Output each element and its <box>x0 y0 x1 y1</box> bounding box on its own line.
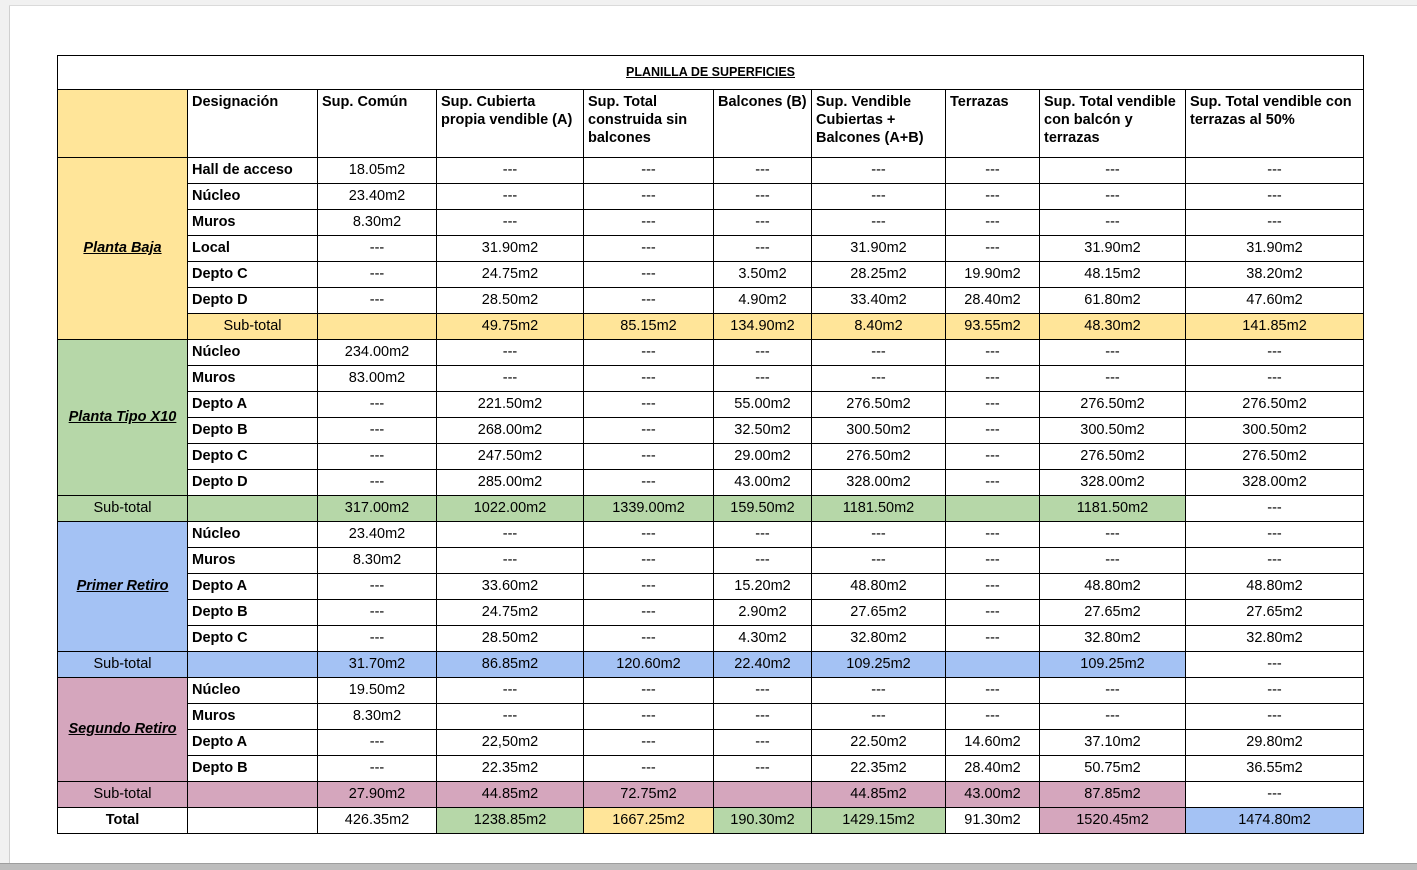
cell-value: 300.50m2 <box>812 418 946 444</box>
cell-value: --- <box>714 236 812 262</box>
cell-value: --- <box>584 236 714 262</box>
cell-value: --- <box>714 730 812 756</box>
cell-value: --- <box>437 548 584 574</box>
row-designation: Núcleo <box>188 678 318 704</box>
cell-value: 28.40m2 <box>946 288 1040 314</box>
cell-value: --- <box>584 574 714 600</box>
cell-value: --- <box>584 262 714 288</box>
cell-value: 47.60m2 <box>1186 288 1364 314</box>
subtotal-value: 93.55m2 <box>946 314 1040 340</box>
cell-value: 4.30m2 <box>714 626 812 652</box>
row-designation: Depto C <box>188 626 318 652</box>
cell-value: 23.40m2 <box>318 522 437 548</box>
cell-value: --- <box>318 236 437 262</box>
subtotal-value: 8.40m2 <box>812 314 946 340</box>
subtotal-label: Sub-total <box>58 652 188 678</box>
row-designation: Muros <box>188 366 318 392</box>
total-value: 190.30m2 <box>714 808 812 834</box>
subtotal-value: 43.00m2 <box>946 782 1040 808</box>
column-header: Sup. Total vendible con terrazas al 50% <box>1186 90 1364 158</box>
table-row <box>58 444 1364 470</box>
cell-value: --- <box>946 522 1040 548</box>
cell-value: 19.90m2 <box>946 262 1040 288</box>
table-row <box>58 392 1364 418</box>
row-designation: Depto A <box>188 392 318 418</box>
cell-value: --- <box>812 366 946 392</box>
cell-value: 31.90m2 <box>437 236 584 262</box>
cell-value: --- <box>946 210 1040 236</box>
cell-value: --- <box>714 210 812 236</box>
subtotal-row <box>58 782 1364 808</box>
cell-value: --- <box>1040 522 1186 548</box>
subtotal-value: --- <box>1186 496 1364 522</box>
cell-value: --- <box>1186 366 1364 392</box>
row-designation: Hall de acceso <box>188 158 318 184</box>
cell-value: --- <box>946 548 1040 574</box>
subtotal-value: 120.60m2 <box>584 652 714 678</box>
cell-value: --- <box>584 678 714 704</box>
table-row <box>58 756 1364 782</box>
total-label: Total <box>58 808 188 834</box>
row-designation: Muros <box>188 548 318 574</box>
cell-value: --- <box>812 210 946 236</box>
cell-value: --- <box>714 756 812 782</box>
cell-value: 61.80m2 <box>1040 288 1186 314</box>
cell-value: 22.35m2 <box>437 756 584 782</box>
subtotal-value: 87.85m2 <box>1040 782 1186 808</box>
cell-value: --- <box>714 366 812 392</box>
cell-value: --- <box>584 756 714 782</box>
column-header: Sup. Total vendible con balcón y terrazas <box>1040 90 1186 158</box>
column-header: Designación <box>188 90 318 158</box>
section-label: Planta Baja <box>58 158 188 340</box>
cell-value: --- <box>1186 340 1364 366</box>
cell-value: --- <box>1186 210 1364 236</box>
cell-value: 48.80m2 <box>1186 574 1364 600</box>
cell-value: --- <box>1040 704 1186 730</box>
total-value: 1238.85m2 <box>437 808 584 834</box>
cell-value: --- <box>812 548 946 574</box>
window-bottom-scrollbar[interactable] <box>0 863 1417 870</box>
cell-value: 31.90m2 <box>812 236 946 262</box>
cell-value: --- <box>946 158 1040 184</box>
subtotal-value: 86.85m2 <box>437 652 584 678</box>
row-designation: Muros <box>188 704 318 730</box>
cell-value: 48.80m2 <box>1040 574 1186 600</box>
planta-header-blank <box>58 90 188 158</box>
cell-value: --- <box>584 626 714 652</box>
row-designation: Depto C <box>188 262 318 288</box>
cell-value: 29.80m2 <box>1186 730 1364 756</box>
cell-value: 32.80m2 <box>1040 626 1186 652</box>
subtotal-value: 1181.50m2 <box>1040 496 1186 522</box>
table-row <box>58 470 1364 496</box>
cell-value: --- <box>584 366 714 392</box>
cell-value: --- <box>584 340 714 366</box>
cell-value: --- <box>1186 548 1364 574</box>
table-row <box>58 548 1364 574</box>
subtotal-label: Sub-total <box>58 782 188 808</box>
cell-value: 32.50m2 <box>714 418 812 444</box>
subtotal-row <box>58 496 1364 522</box>
subtotal-blank <box>318 314 437 340</box>
cell-value: --- <box>946 626 1040 652</box>
cell-value: --- <box>1186 184 1364 210</box>
subtotal-value: 44.85m2 <box>812 782 946 808</box>
total-value: 91.30m2 <box>946 808 1040 834</box>
cell-value: --- <box>584 444 714 470</box>
cell-value: 8.30m2 <box>318 704 437 730</box>
total-value: 1667.25m2 <box>584 808 714 834</box>
cell-value: 221.50m2 <box>437 392 584 418</box>
cell-value: --- <box>318 288 437 314</box>
row-designation: Núcleo <box>188 184 318 210</box>
cell-value: --- <box>714 678 812 704</box>
subtotal-value: 22.40m2 <box>714 652 812 678</box>
cell-value: 24.75m2 <box>437 262 584 288</box>
cell-value: 3.50m2 <box>714 262 812 288</box>
cell-value: 36.55m2 <box>1186 756 1364 782</box>
cell-value: 43.00m2 <box>714 470 812 496</box>
cell-value: --- <box>318 756 437 782</box>
cell-value: 28.40m2 <box>946 756 1040 782</box>
cell-value: 27.65m2 <box>1186 600 1364 626</box>
cell-value: 276.50m2 <box>812 392 946 418</box>
section-label: Primer Retiro <box>58 522 188 652</box>
subtotal-value: 85.15m2 <box>584 314 714 340</box>
cell-value: 328.00m2 <box>812 470 946 496</box>
cell-value: --- <box>714 548 812 574</box>
cell-value: --- <box>1040 184 1186 210</box>
table-row <box>58 288 1364 314</box>
cell-value: --- <box>437 678 584 704</box>
column-header: Balcones (B) <box>714 90 812 158</box>
cell-value: 276.50m2 <box>1040 392 1186 418</box>
cell-value: --- <box>318 392 437 418</box>
cell-value: --- <box>584 210 714 236</box>
cell-value: --- <box>946 678 1040 704</box>
cell-value: --- <box>318 600 437 626</box>
total-row <box>58 808 1364 834</box>
cell-value: 28.25m2 <box>812 262 946 288</box>
cell-value: --- <box>812 184 946 210</box>
row-designation: Local <box>188 236 318 262</box>
subtotal-value: 72.75m2 <box>584 782 714 808</box>
subtotal-blank <box>188 496 318 522</box>
total-value: 1520.45m2 <box>1040 808 1186 834</box>
cell-value: 48.80m2 <box>812 574 946 600</box>
cell-value: --- <box>812 522 946 548</box>
cell-value: --- <box>946 418 1040 444</box>
cell-value: --- <box>584 730 714 756</box>
cell-value: 22,50m2 <box>437 730 584 756</box>
subtotal-value: 1339.00m2 <box>584 496 714 522</box>
cell-value: --- <box>584 470 714 496</box>
cell-value: --- <box>318 574 437 600</box>
window-top-edge <box>9 0 1417 6</box>
row-designation: Depto C <box>188 444 318 470</box>
subtotal-value: 1022.00m2 <box>437 496 584 522</box>
cell-value: --- <box>437 184 584 210</box>
row-designation: Muros <box>188 210 318 236</box>
subtotal-value <box>714 782 812 808</box>
cell-value: --- <box>584 548 714 574</box>
subtotal-label: Sub-total <box>188 314 318 340</box>
cell-value: --- <box>584 158 714 184</box>
cell-value: --- <box>318 730 437 756</box>
cell-value: --- <box>946 444 1040 470</box>
subtotal-value: --- <box>1186 782 1364 808</box>
cell-value: 31.90m2 <box>1186 236 1364 262</box>
subtotal-value: 49.75m2 <box>437 314 584 340</box>
subtotal-label: Sub-total <box>58 496 188 522</box>
section-label: Planta Tipo X10 <box>58 340 188 496</box>
cell-value: --- <box>714 184 812 210</box>
table-row <box>58 158 1364 184</box>
row-designation: Núcleo <box>188 340 318 366</box>
table-row <box>58 626 1364 652</box>
subtotal-value: 141.85m2 <box>1186 314 1364 340</box>
subtotal-blank <box>188 652 318 678</box>
table-row <box>58 340 1364 366</box>
cell-value: --- <box>318 418 437 444</box>
column-header: Sup. Común <box>318 90 437 158</box>
table-row <box>58 730 1364 756</box>
table-row <box>58 574 1364 600</box>
total-value: 1474.80m2 <box>1186 808 1364 834</box>
row-designation: Depto B <box>188 756 318 782</box>
cell-value: --- <box>584 600 714 626</box>
section-label: Segundo Retiro <box>58 678 188 782</box>
subtotal-row <box>58 314 1364 340</box>
row-designation: Depto B <box>188 600 318 626</box>
cell-value: 234.00m2 <box>318 340 437 366</box>
cell-value: 50.75m2 <box>1040 756 1186 782</box>
subtotal-value: 27.90m2 <box>318 782 437 808</box>
cell-value: 38.20m2 <box>1186 262 1364 288</box>
cell-value: --- <box>946 366 1040 392</box>
cell-value: 18.05m2 <box>318 158 437 184</box>
row-designation: Depto A <box>188 730 318 756</box>
cell-value: --- <box>584 704 714 730</box>
cell-value: --- <box>437 158 584 184</box>
subtotal-value: 1181.50m2 <box>812 496 946 522</box>
total-blank <box>188 808 318 834</box>
subtotal-blank <box>188 782 318 808</box>
column-header: Sup. Total construida sin balcones <box>584 90 714 158</box>
subtotal-value: 48.30m2 <box>1040 314 1186 340</box>
cell-value: 27.65m2 <box>812 600 946 626</box>
cell-value: --- <box>946 704 1040 730</box>
cell-value: 285.00m2 <box>437 470 584 496</box>
cell-value: 33.40m2 <box>812 288 946 314</box>
cell-value: --- <box>714 704 812 730</box>
cell-value: --- <box>437 522 584 548</box>
table-title: PLANILLA DE SUPERFICIES <box>58 56 1364 90</box>
cell-value: --- <box>1040 678 1186 704</box>
window-left-edge <box>0 0 10 870</box>
cell-value: --- <box>1186 522 1364 548</box>
cell-value: --- <box>1040 158 1186 184</box>
cell-value: --- <box>1186 678 1364 704</box>
cell-value: 4.90m2 <box>714 288 812 314</box>
cell-value: 32.80m2 <box>1186 626 1364 652</box>
cell-value: 276.50m2 <box>1040 444 1186 470</box>
row-designation: Depto B <box>188 418 318 444</box>
cell-value: --- <box>946 600 1040 626</box>
cell-value: --- <box>584 522 714 548</box>
cell-value: 268.00m2 <box>437 418 584 444</box>
cell-value: 22.35m2 <box>812 756 946 782</box>
table-row <box>58 418 1364 444</box>
cell-value: --- <box>1186 158 1364 184</box>
cell-value: 83.00m2 <box>318 366 437 392</box>
table-row <box>58 600 1364 626</box>
cell-value: 32.80m2 <box>812 626 946 652</box>
cell-value: 276.50m2 <box>812 444 946 470</box>
cell-value: --- <box>714 522 812 548</box>
cell-value: 2.90m2 <box>714 600 812 626</box>
cell-value: --- <box>318 444 437 470</box>
row-designation: Depto A <box>188 574 318 600</box>
cell-value: --- <box>812 158 946 184</box>
cell-value: --- <box>1040 366 1186 392</box>
column-header: Sup. Vendible Cubiertas + Balcones (A+B) <box>812 90 946 158</box>
column-header: Terrazas <box>946 90 1040 158</box>
surface-table <box>57 55 1364 834</box>
subtotal-value: 134.90m2 <box>714 314 812 340</box>
cell-value: 19.50m2 <box>318 678 437 704</box>
column-header: Sup. Cubierta propia vendible (A) <box>437 90 584 158</box>
cell-value: 23.40m2 <box>318 184 437 210</box>
cell-value: --- <box>318 262 437 288</box>
subtotal-value: 317.00m2 <box>318 496 437 522</box>
cell-value: --- <box>946 574 1040 600</box>
cell-value: 31.90m2 <box>1040 236 1186 262</box>
cell-value: --- <box>318 470 437 496</box>
cell-value: 328.00m2 <box>1186 470 1364 496</box>
total-value: 426.35m2 <box>318 808 437 834</box>
row-designation: Depto D <box>188 288 318 314</box>
cell-value: 14.60m2 <box>946 730 1040 756</box>
table-row <box>58 236 1364 262</box>
table-row <box>58 704 1364 730</box>
table-row <box>58 366 1364 392</box>
table-row <box>58 262 1364 288</box>
subtotal-value: 109.25m2 <box>1040 652 1186 678</box>
cell-value: 15.20m2 <box>714 574 812 600</box>
total-value: 1429.15m2 <box>812 808 946 834</box>
subtotal-value: 44.85m2 <box>437 782 584 808</box>
cell-value: --- <box>437 704 584 730</box>
cell-value: 22.50m2 <box>812 730 946 756</box>
cell-value: 24.75m2 <box>437 600 584 626</box>
subtotal-value <box>946 496 1040 522</box>
cell-value: --- <box>946 470 1040 496</box>
subtotal-value <box>946 652 1040 678</box>
row-designation: Núcleo <box>188 522 318 548</box>
cell-value: --- <box>812 678 946 704</box>
cell-value: 328.00m2 <box>1040 470 1186 496</box>
cell-value: --- <box>946 236 1040 262</box>
cell-value: 33.60m2 <box>437 574 584 600</box>
cell-value: --- <box>584 418 714 444</box>
cell-value: --- <box>946 184 1040 210</box>
subtotal-value: --- <box>1186 652 1364 678</box>
cell-value: --- <box>812 340 946 366</box>
cell-value: --- <box>1040 340 1186 366</box>
cell-value: --- <box>1040 548 1186 574</box>
cell-value: --- <box>946 392 1040 418</box>
cell-value: --- <box>584 184 714 210</box>
cell-value: 48.15m2 <box>1040 262 1186 288</box>
row-designation: Depto D <box>188 470 318 496</box>
cell-value: --- <box>318 626 437 652</box>
cell-value: 300.50m2 <box>1186 418 1364 444</box>
cell-value: --- <box>584 392 714 418</box>
cell-value: --- <box>946 340 1040 366</box>
subtotal-value: 109.25m2 <box>812 652 946 678</box>
cell-value: 8.30m2 <box>318 210 437 236</box>
table-row <box>58 522 1364 548</box>
cell-value: 8.30m2 <box>318 548 437 574</box>
table-row <box>58 678 1364 704</box>
cell-value: --- <box>812 704 946 730</box>
cell-value: --- <box>714 340 812 366</box>
subtotal-value: 159.50m2 <box>714 496 812 522</box>
cell-value: --- <box>1040 210 1186 236</box>
cell-value: --- <box>437 366 584 392</box>
cell-value: --- <box>437 340 584 366</box>
cell-value: 29.00m2 <box>714 444 812 470</box>
subtotal-value: 31.70m2 <box>318 652 437 678</box>
cell-value: --- <box>1186 704 1364 730</box>
cell-value: --- <box>714 158 812 184</box>
cell-value: 37.10m2 <box>1040 730 1186 756</box>
cell-value: 55.00m2 <box>714 392 812 418</box>
table-row <box>58 210 1364 236</box>
cell-value: 276.50m2 <box>1186 444 1364 470</box>
cell-value: 28.50m2 <box>437 288 584 314</box>
subtotal-row <box>58 652 1364 678</box>
cell-value: 28.50m2 <box>437 626 584 652</box>
cell-value: 300.50m2 <box>1040 418 1186 444</box>
cell-value: --- <box>437 210 584 236</box>
cell-value: --- <box>584 288 714 314</box>
table-row <box>58 184 1364 210</box>
cell-value: 276.50m2 <box>1186 392 1364 418</box>
cell-value: 27.65m2 <box>1040 600 1186 626</box>
cell-value: 247.50m2 <box>437 444 584 470</box>
